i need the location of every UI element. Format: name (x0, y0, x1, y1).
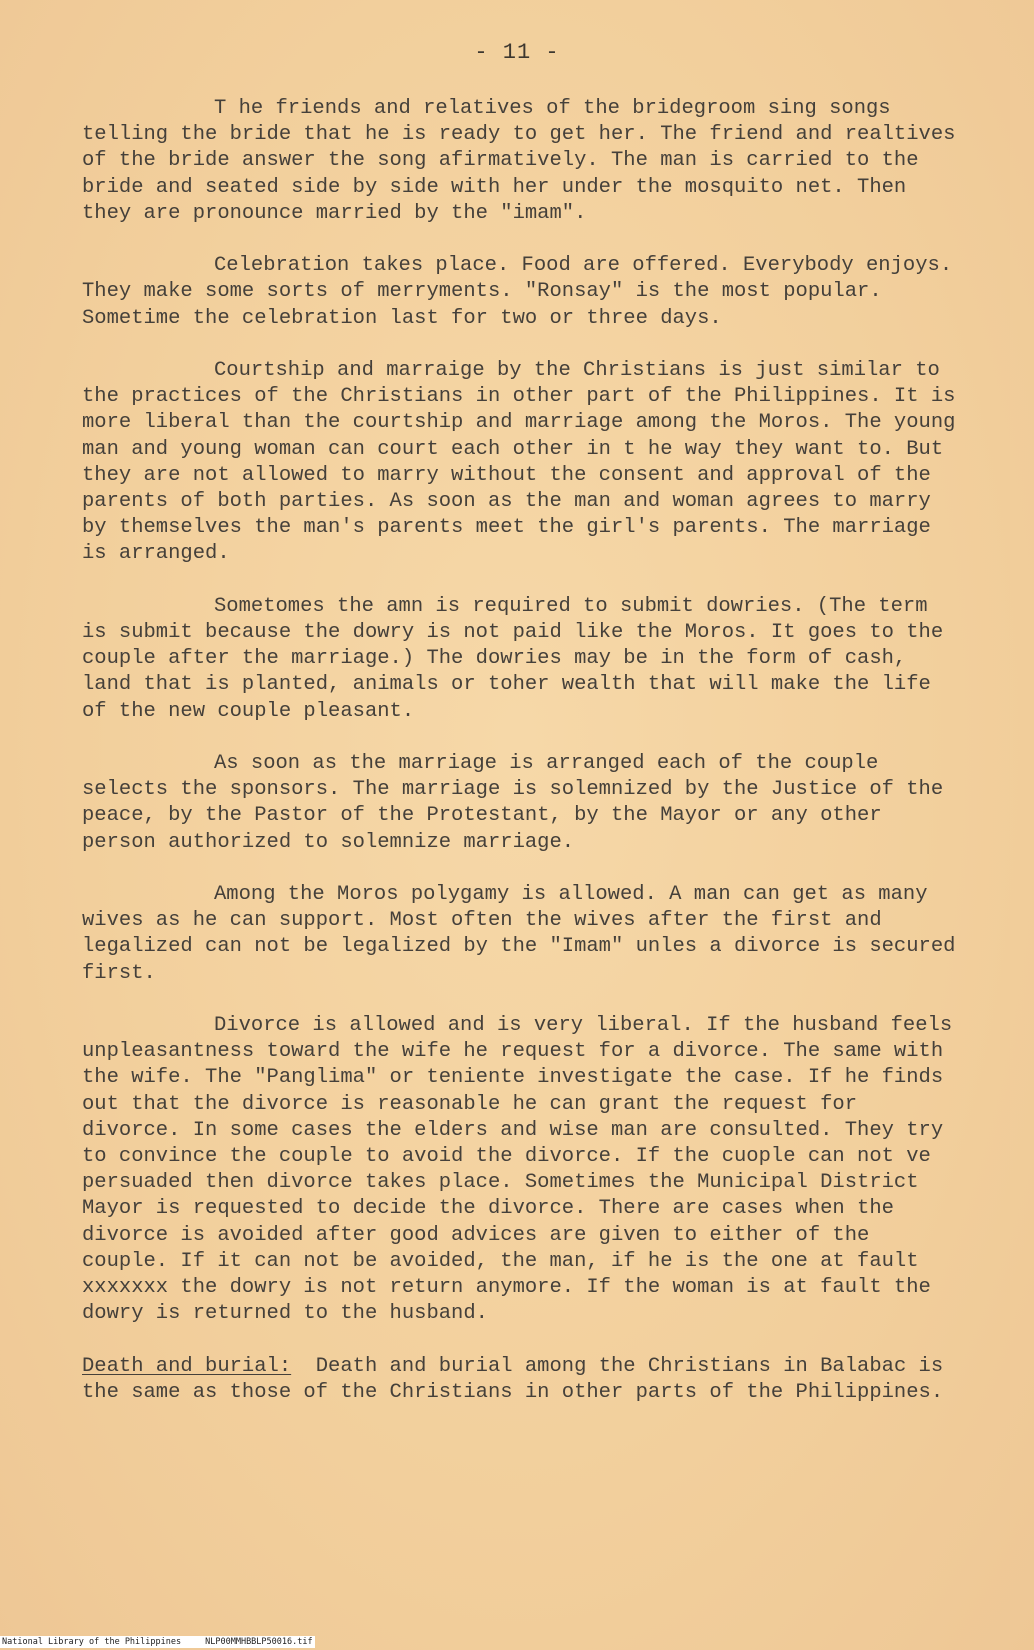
paragraph-polygamy: Among the Moros polygamy is allowed. A man can get as many wives as he can support. Most often the wives after the first and legalized can not be legalized by the "Imam" unles a divorce is secured first. (82, 883, 968, 985)
paragraph-death-burial (82, 1354, 962, 1406)
page-number: - 11 - (474, 40, 560, 65)
scan-footer (0, 1636, 315, 1648)
death-burial-text: Death and burial among the Christians in Balabac is the same as those of the Christians in other parts of the Philippines. (82, 1354, 956, 1404)
paragraph-divorce: Divorce is allowed and is very liberal. If the husband feels unpleasantness toward the wife he request for a divorce. The same with the wife. The "Panglima" or teniente investigate the case. If he finds out that the divorce is reasonable he can grant the request for divorce. In some cases the elders and wise man are consulted. They try to convince the couple to avoid the divorce. If the cuople can not ve persuaded then divorce takes place. Sometimes the Municipal District Mayor is requested to decide the divorce. There are cases when the divorce is avoided after good advices are given to either of the couple. If it can not be avoided, the man, if he is the one at fault xxxxxxx the dowry is not return anymore. If the woman is at fault the dowry is returned to the husband. (82, 1014, 965, 1326)
paragraph-dowries: Sometomes the amn is required to submit dowries. (The term is submit because the dowry is not paid like the Moros. It goes to the couple after the marriage.) The dowries may be in the form of cash, land that is planted, animals or toher wealth that will make the life of the new couple pleasant. (82, 594, 956, 723)
paragraph-sponsors: As soon as the marriage is arranged each of the couple selects the sponsors. The marriage is solemnized by the Justice of the peace, by the Pastor of the Protestant, by the Mayor or any other person authorized to solemnize marriage. (82, 752, 956, 854)
section-heading-death-burial: Death and burial: (82, 1354, 292, 1378)
footer-file-id: NLP00MMHBBLP50016.tif (205, 1637, 313, 1647)
paragraph-christian-courtship: Courtship and marraige by the Christians is just similar to the practices of the Christians in other part of the Philippines. It is more liberal than the courtship and marriage among the Moros. The young man and young woman can court each other in t he way they want to. But they are not allowed to marry without the consent and approval of the parents of both parties. As soon as the man and woman agrees to marry by themselves the man's parents meet the girl's parents. The marriage is arranged. (82, 359, 968, 566)
paragraph-wedding-ceremony: T he friends and relatives of the bridegroom sing songs telling the bride that he is ready to get her. The friend and realtives of the bride answer the song afirmatively. The man is carried to the bride and seated side by side with her under the mosquito net. Then they are pronounce married by the "imam". (82, 97, 968, 225)
document-body (82, 96, 968, 1406)
paragraph-celebration: Celebration takes place. Food are offered. Everybody enjoys. They make some sorts of merryments. "Ronsay" is the most popular. Sometime the celebration last for two or three days. (82, 254, 965, 330)
footer-source: National Library of the Philippines (2, 1637, 182, 1647)
